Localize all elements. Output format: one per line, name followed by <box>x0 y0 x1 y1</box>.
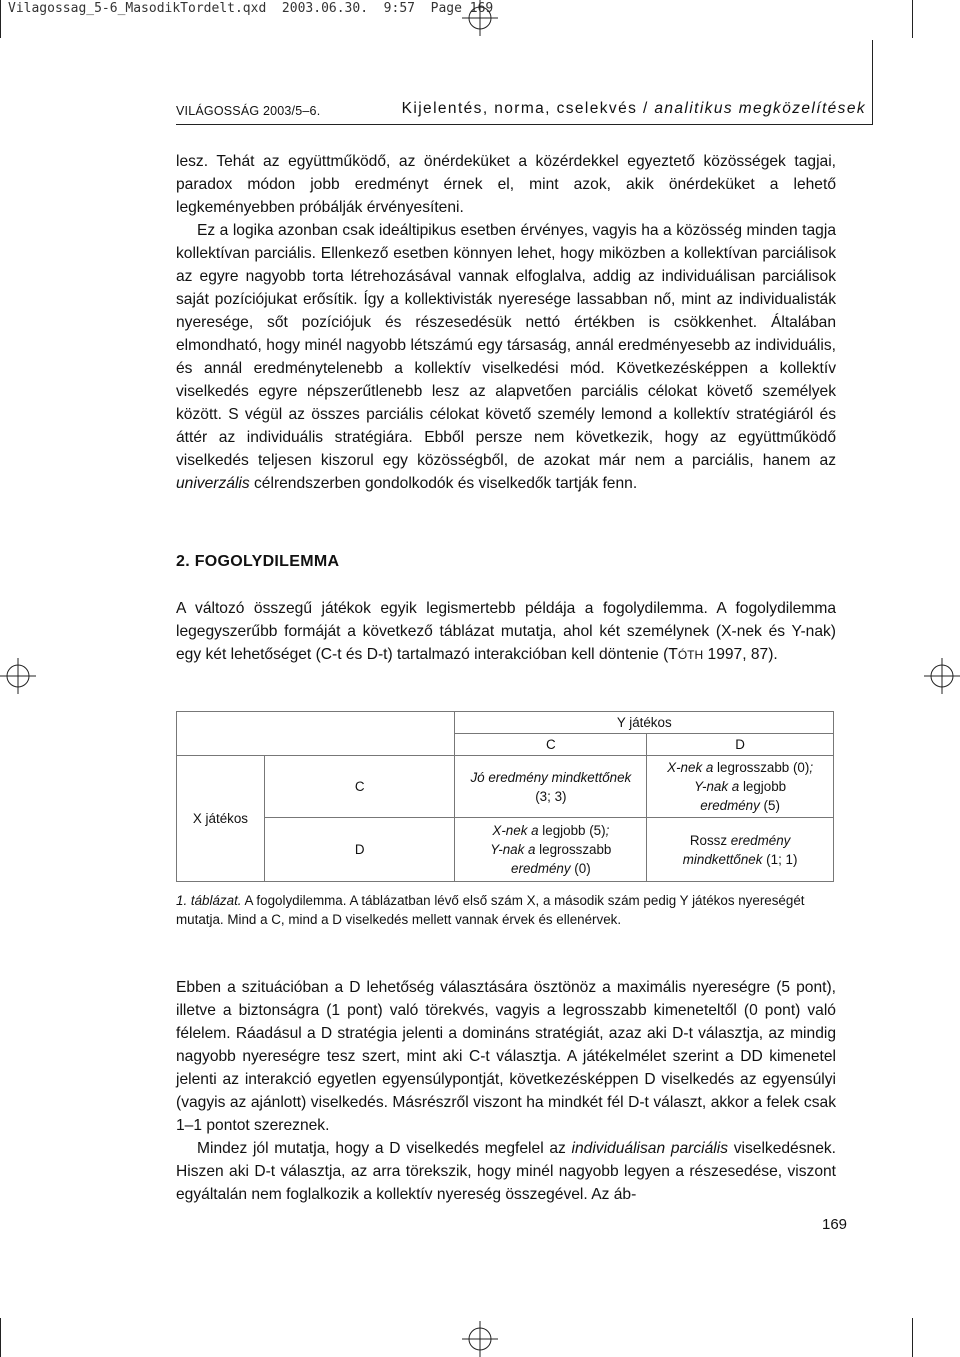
cell-text: (5) <box>759 798 780 813</box>
cell-text: (1; 1) <box>762 851 798 867</box>
crop-mark <box>912 0 913 38</box>
cell-text: mindkettőnek <box>682 851 763 867</box>
cell-cd <box>647 756 834 818</box>
text-run: Mindez jól mutatja, hogy a D viselkedés megfelel az <box>197 1140 572 1157</box>
table-caption <box>176 891 836 929</box>
text-run: A változó összegű játékok egyik legismertebb példája a fogolydilemma. A fogolydilemma legegyszerűbb formáját a következő táblázat mutatja, ahol két személynek (X-nek és Y-nak) egy két lehetőséget (C-t és D-t) tartalmazó interakcióban kell döntenie (T <box>176 600 836 663</box>
text-run-italic: univerzális <box>176 475 250 492</box>
registration-mark-icon <box>462 1321 498 1357</box>
cell-text: legrosszabb <box>535 842 612 857</box>
body-text-top <box>176 150 836 495</box>
row-header-c: C <box>264 756 455 818</box>
paragraph: Ebben a szituációban a D lehetőség választására ösztönöz a maximális nyereségre (5 pont), illetve a biztonságra (1 pont) való törekvés, vagyis a legrosszabb kimeneteltől (0 pont) való félelem. Ráadásul a D stratégia jelenti a domináns stratégiát, azaz aki D-t választja, az mindig nagyobb nyereségre tesz szert, mint aki C-t választja. A játékelmélet szerint a DD kimenetel jelenti az interakció egyetlen egyensúlypontját, következésképpen D viselkedés az egyensúlyi (vagyis az ajánlott) viselkedés. Másrészről viszont ha mindkét fél D-t választ, akkor a felek csak 1–1 pontot szereznek. <box>176 979 836 1134</box>
cell-dd <box>647 818 834 882</box>
journal-name: VILÁGOSSÁG 2003/5–6. <box>176 104 321 118</box>
section-heading: 2. FOGOLYDILEMMA <box>176 553 340 570</box>
caption-label: 1. táblázat. <box>176 893 242 908</box>
running-head <box>176 98 866 126</box>
cell-text: Y-nak a <box>490 842 536 857</box>
cell-text: Jó eredmény mindkettőnek <box>470 769 632 785</box>
body-text-section <box>176 597 836 667</box>
text-run-italic: individuálisan parciális <box>571 1140 729 1157</box>
paragraph <box>176 597 836 667</box>
text-run: Ez a logika azonban csak ideáltipikus esetben érvényes, vagyis ha a közösség minden tagja kollektívan parciális. Ellenkező esetben könnyen lehet, hogy miközben a kollektívan parciálisok az egyre nagyobb torta létrehozásával vannak elfoglalva, addig az individuálisan parciálisok saját pozíciójukat erősítik. Így a kollektivisták nyeresége lassabban nő, mint az individualisták nyeresége, sőt pozíciójuk és részesedésük nettó értékben is csökkenhet. Általában elmondható, hogy minél nagyobb létszámú egy társaság, annál eredményesebb az individuális, és annál eredménytelenebb a kollektív viselkedési mód. Következésképpen a kollektív viselkedés egyre népszerűtlenebb lesz az alapvetően parciális célokat követő személyek között. S végül az összes parciális célokat követő személy lemond a kollektív stratégiáról és áttér az individuális stratégiára. Ebből persze nem következik, hogy az együttműködő viselkedés teljesen kiszorul egy közösségből, de azokat már nem a parciális, hanem az <box>176 222 836 469</box>
cell-text: (0) <box>570 861 591 876</box>
row-header-d: D <box>264 818 455 882</box>
col-header-d: D <box>647 734 834 756</box>
cell-text: eredmény <box>511 861 571 876</box>
article-title-plain: Kijelentés, norma, cselekvés / <box>401 100 655 117</box>
paragraph <box>176 1137 836 1206</box>
table-corner-cell <box>177 712 455 756</box>
registration-mark-icon <box>924 658 960 694</box>
registration-mark-icon <box>462 0 498 36</box>
cell-text: eredmény <box>700 798 760 813</box>
crop-mark <box>912 1318 913 1357</box>
y-player-header: Y játékos <box>455 712 834 734</box>
text-run: viselkedésnek. Hiszen aki D-t választja, az arra törekszik, hogy minél nagyobb legyen a részesedése, viszont egyáltalán nem foglalkozik a kollektív nyereség összegével. Az áb- <box>176 1140 837 1203</box>
registration-mark-icon <box>0 658 36 694</box>
crop-mark <box>0 1318 1 1357</box>
prisoners-dilemma-table <box>176 711 834 882</box>
paragraph <box>176 219 836 495</box>
cell-text: ; <box>809 760 814 775</box>
text-run-smallcaps: ÓTH <box>677 648 704 662</box>
cell-text: Y-nak a <box>694 779 740 794</box>
article-title <box>402 100 866 118</box>
cell-text: legjobb <box>739 779 787 794</box>
cell-cc <box>455 756 647 818</box>
cell-text: (3; 3) <box>535 788 567 804</box>
page-number: 169 <box>822 1216 848 1233</box>
article-title-italic: analitikus megközelítések <box>654 100 866 117</box>
x-player-header: X játékos <box>177 756 265 882</box>
header-rule-vertical <box>872 40 873 124</box>
text-run: 1997, 87). <box>703 646 778 663</box>
col-header-c: C <box>455 734 647 756</box>
printer-slug: Vilagossag_5-6_MasodikTordelt.qxd 2003.06.30. 9:57 Page 169 <box>8 1 494 16</box>
cell-text: legjobb (5) <box>538 823 606 838</box>
cell-text: eredmény <box>730 832 791 848</box>
body-text-bottom <box>176 976 836 1206</box>
text-run: célrendszerben gondolkodók és viselkedők tartják fenn. <box>249 475 638 492</box>
caption-text: A fogolydilemma. A táblázatban lévő első szám X, a második szám pedig Y játékos nyereségét mutatja. Mind a C, mind a D viselkedés mellett vannak érvek és ellenérvek. <box>176 893 805 927</box>
paragraph: lesz. Tehát az együttműködő, az önérdeküket a közérdekkel egyeztető közösségek tagjai, paradox módon jobb eredményt érnek el, mint azok, akik önérdeküket a lehető legkeményebben próbálják érvényesíteni. <box>176 153 836 216</box>
cell-text: ; <box>605 823 610 838</box>
cell-text: legrosszabb (0) <box>713 760 810 775</box>
cell-text: X-nek a <box>667 760 714 775</box>
crop-mark <box>0 0 1 38</box>
cell-text: Rossz <box>689 832 731 848</box>
cell-dc <box>455 818 647 882</box>
cell-text: X-nek a <box>492 823 539 838</box>
